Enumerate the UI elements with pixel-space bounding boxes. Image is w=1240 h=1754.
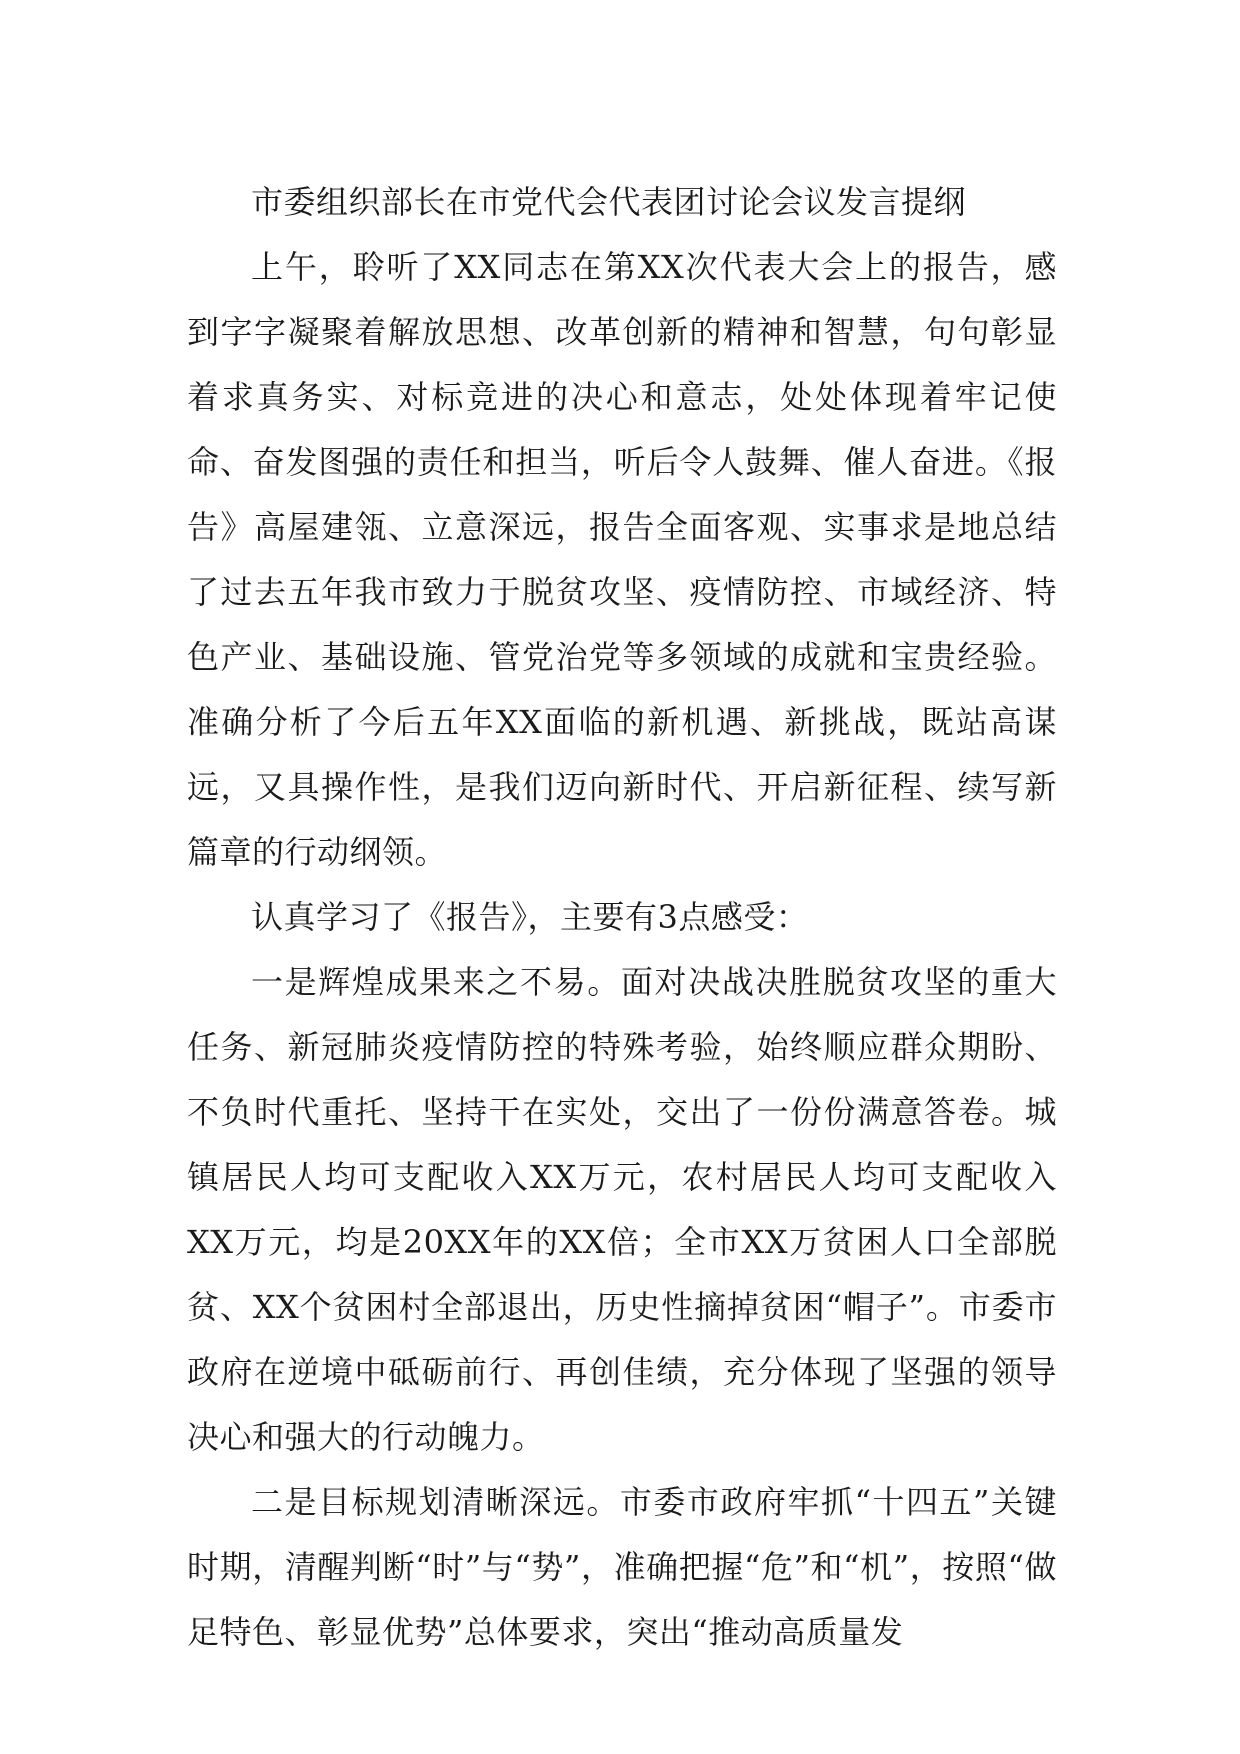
paragraph-point-one: 一是辉煌成果来之不易。面对决战决胜脱贫攻坚的重大任务、新冠肺炎疫情防控的特殊考验，始终顺应群众期盼、不负时代重托、坚持干在实处，交出了一份份满意答卷。城镇居民人均可支配收入XX万元，农村居民人均可支配收入XX万元，均是20XX年的XX倍；全市XX万贫困人口全部脱贫、XX个贫困村全部退出，历史性摘掉贫困“帽子”。市委市政府在逆境中砥砺前行、再创佳绩，充分体现了坚强的领导决心和强大的行动魄力。 — [187, 963, 1057, 1456]
paragraph-feelings-intro: 认真学习了《报告》，主要有3点感受： — [251, 898, 809, 936]
paragraph-point-two: 二是目标规划清晰深远。市委市政府牢抓“十四五”关键时期，清醒判断“时”与“势”，准确把握“危”和“机”，按照“做足特色、彰显优势”总体要求，突出“推动高质量发 — [187, 1483, 1057, 1651]
document-title: 市委组织部长在市党代会代表团讨论会议发言提纲 — [251, 183, 967, 221]
document-body — [187, 170, 1057, 1665]
paragraph-opening: 上午，聆听了XX同志在第XX次代表大会上的报告，感到字字凝聚着解放思想、改革创新的精神和智慧，句句彰显着求真务实、对标竞进的决心和意志，处处体现着牢记使命、奋发图强的责任和担当，听后令人鼓舞、催人奋进。《报告》高屋建瓴、立意深远，报告全面客观、实事求是地总结了过去五年我市致力于脱贫攻坚、疫情防控、市域经济、特色产业、基础设施、管党治党等多领域的成就和宝贵经验。准确分析了今后五年XX面临的新机遇、新挑战，既站高谋远，又具操作性，是我们迈向新时代、开启新征程、续写新篇章的行动纲领。 — [187, 248, 1057, 871]
